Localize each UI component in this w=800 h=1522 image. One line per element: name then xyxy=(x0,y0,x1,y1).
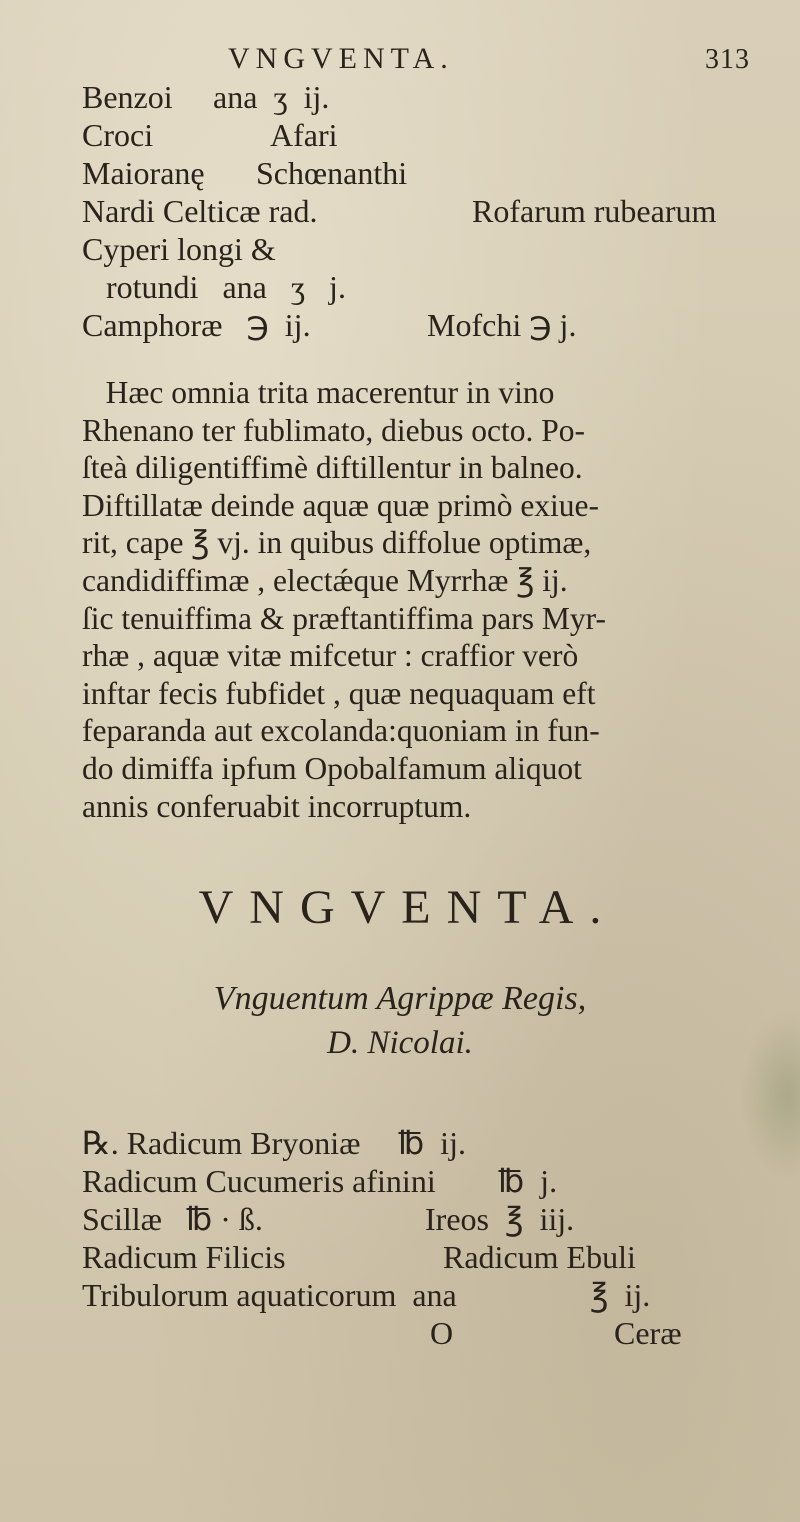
section-title: VNGVENTA. xyxy=(198,881,618,934)
ingredient-left-5: Cyperi longi & xyxy=(82,231,276,267)
ingredient2-left-2: Radicum Cucumeris afinini xyxy=(82,1163,436,1199)
paragraph-line: rhæ , aquæ vitæ mifcetur : craffior verò xyxy=(82,638,579,674)
running-head: VNGVENTA. xyxy=(228,42,454,75)
paragraph-line: Diftillatæ deinde aquæ quæ primò exiue- xyxy=(82,487,600,523)
ingredient2-left-5: Tribulorum aquaticorum ana xyxy=(82,1277,457,1313)
ingredient2-right-2: ℔ j. xyxy=(498,1163,558,1199)
paragraph-line: candidiffimæ , electǽque Myrrhæ ℥ ij. xyxy=(82,562,568,598)
paragraph-line: Hæc omnia trita macerentur in vino xyxy=(82,375,555,410)
ingredient2-left-1: ℞. Radicum Bryoniæ xyxy=(82,1125,361,1161)
ingredient2-right-4: Radicum Ebuli xyxy=(443,1239,636,1275)
ingredient2-left-3: Scillæ ℔ · ß. xyxy=(82,1201,263,1237)
ingredient2-right-5: ℥ ij. xyxy=(590,1277,651,1313)
ingredient-left-4: Nardi Celticæ rad. xyxy=(82,193,318,229)
catchword-left: O xyxy=(430,1315,454,1351)
ingredient-left-1: Benzoi xyxy=(82,79,173,115)
ingredient2-right-1: ℔ ij. xyxy=(398,1125,466,1161)
instruction-paragraph xyxy=(82,374,722,825)
recipe-subtitle: D. Nicolai. xyxy=(327,1025,473,1061)
paragraph-line: annis conferuabit incorruptum. xyxy=(82,788,472,824)
page-number: 313 xyxy=(705,44,750,75)
paragraph-line: do dimiffa ipfum Opobalfamum aliquot xyxy=(82,750,582,786)
catchword-right: Ceræ xyxy=(614,1315,682,1351)
ingredient-left-2: Croci xyxy=(82,117,154,153)
ingredient-left-3: Maioranę xyxy=(82,155,205,191)
ingredient-right-2: Afari xyxy=(270,117,338,153)
paragraph-line: Rhenano ter fublimato, diebus octo. Po- xyxy=(82,412,586,448)
paragraph-line: ſic tenuiffima & præftantiffima pars Myr- xyxy=(82,600,606,636)
ingredient-left-6: rotundi ana ʒ j. xyxy=(82,269,346,305)
ingredient-right-3: Schœnanthi xyxy=(256,155,408,191)
paragraph-line: inftar fecis fubfidet , quæ nequaquam eft xyxy=(82,675,596,711)
ingredient-right-7: Mofchi ℈ j. xyxy=(427,307,577,343)
ingredient-right-1: ana ʒ ij. xyxy=(213,79,330,115)
ingredient2-left-4: Radicum Filicis xyxy=(82,1239,286,1275)
recipe-title: Vnguentum Agrippæ Regis, xyxy=(213,980,587,1017)
paper-stain xyxy=(740,1010,800,1180)
paragraph-line: ſteà diligentiffimè diftillentur in balneo. xyxy=(82,450,583,486)
paragraph-line: rit, cape ℥ vj. in quibus diffolue optimæ, xyxy=(82,525,592,561)
paragraph-line: feparanda aut excolanda:quoniam in fun- xyxy=(82,713,600,749)
ingredient2-right-3: Ireos ℥ iij. xyxy=(425,1201,575,1237)
ingredient-right-4: Rofarum rubearum xyxy=(472,193,717,229)
ingredient-left-7: Camphoræ ℈ ij. xyxy=(82,307,311,343)
